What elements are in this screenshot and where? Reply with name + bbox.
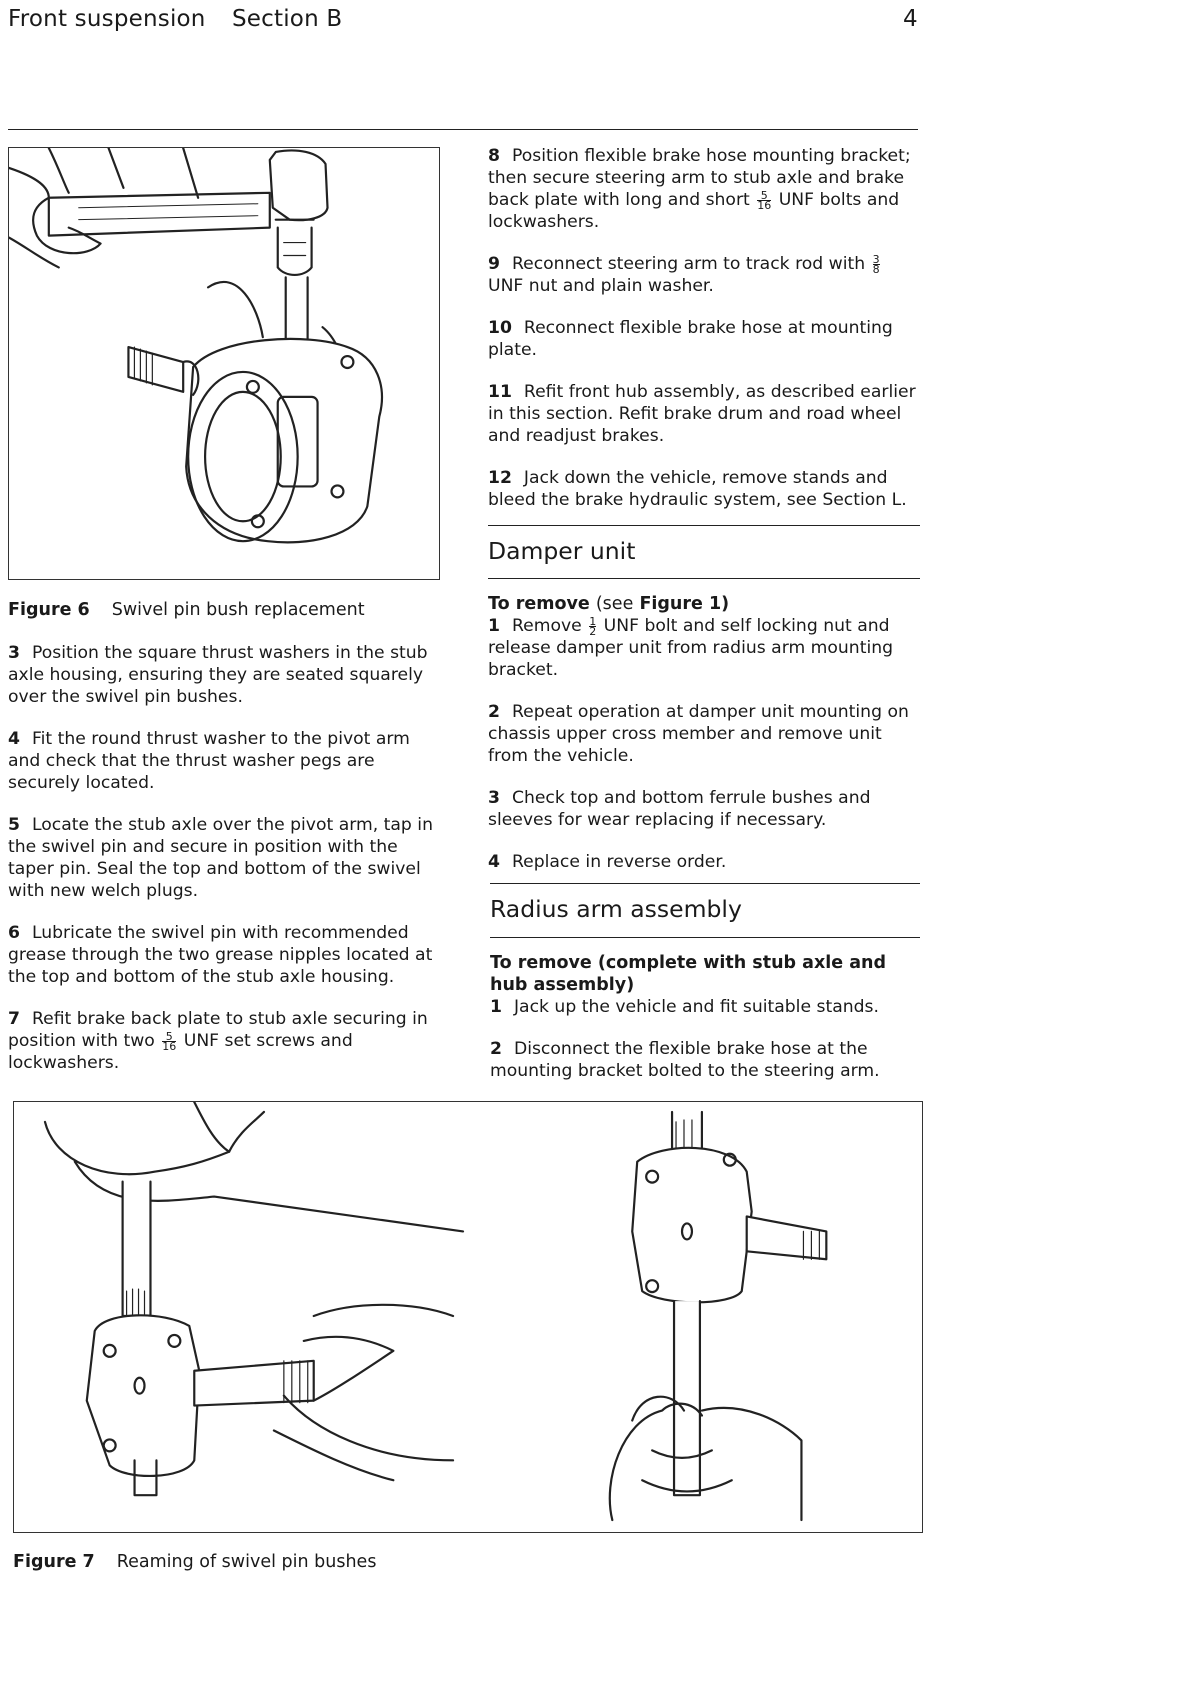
radius-step-2: 2 Disconnect the flexible brake hose at the mounting bracket bolted to the steering arm. [490, 1039, 880, 1081]
figure-7-caption [13, 1552, 376, 1572]
damper-step-3: 3 Check top and bottom ferrule bushes and sleeves for wear replacing if necessary. [488, 788, 871, 830]
damper-step-1: 1 Remove $\frac{1}{2}$ UNF bolt and self locking nut and release damper unit from radius arm mounting bracket. [488, 614, 894, 680]
page-number: 4 [903, 6, 918, 32]
fraction-1-2: $\frac{1}{2}$ [589, 614, 597, 638]
radius-top-rule [490, 883, 920, 884]
radius-step-1: 1 Jack up the vehicle and fit suitable stands. [490, 997, 879, 1017]
damper-subheading: To remove (see Figure 1) [488, 594, 730, 614]
radius-subheading: To remove (complete with stub axle and hub assembly) [490, 953, 886, 995]
step-9-paragraph: 9 Reconnect steering arm to track rod with $\frac{3}{8}$ UNF nut and plain washer. [488, 252, 880, 296]
step-10-paragraph: 10 Reconnect flexible brake hose at mounting plate. [488, 318, 893, 360]
step-11-paragraph: 11 Refit front hub assembly, as described earlier in this section. Refit brake drum and road wheel and readjust brakes. [488, 382, 916, 446]
figure-6-caption [8, 600, 365, 620]
fraction-3-8: $\frac{3}{8}$ [872, 252, 880, 276]
figure-7-caption-text: Reaming of swivel pin bushes [116, 1552, 377, 1572]
fraction-5-16: $\frac{5}{16}$ [757, 188, 772, 212]
swivel-pin-bush-drawing [9, 148, 439, 579]
header-rule [8, 129, 918, 130]
figure-6-label: Figure 6 [8, 600, 90, 620]
radius-section [490, 952, 920, 1082]
damper-unit-heading: Damper unit [488, 537, 636, 565]
damper-top-rule [488, 525, 920, 526]
step-7-paragraph: 7 Refit brake back plate to stub axle securing in position with two $\frac{5}{16}$ UNF set screws and lockwashers. [8, 1009, 428, 1073]
step-3-paragraph: 3 Position the square thrust washers in the stub axle housing, ensuring they are seated squarely over the swivel pin bushes. [8, 643, 428, 707]
damper-section [488, 593, 920, 873]
figure-7-label: Figure 7 [13, 1552, 95, 1572]
figure-7-illustration [13, 1101, 923, 1533]
left-column [8, 642, 443, 1074]
section-title: Section B [232, 6, 343, 32]
damper-bottom-rule [488, 578, 920, 579]
step-4-paragraph: 4 Fit the round thrust washer to the pivot arm and check that the thrust washer pegs are securely located. [8, 729, 410, 793]
radius-bottom-rule [490, 937, 920, 938]
figure-6-illustration [8, 147, 440, 580]
damper-step-4: 4 Replace in reverse order. [488, 852, 727, 872]
reaming-swivel-pin-drawing [14, 1102, 922, 1532]
chapter-title: Front suspension [8, 6, 206, 32]
damper-step-2: 2 Repeat operation at damper unit mounting on chassis upper cross member and remove unit from the vehicle. [488, 702, 909, 766]
fraction-5-16: $\frac{5}{16}$ [162, 1029, 177, 1053]
step-6-paragraph: 6 Lubricate the swivel pin with recommended grease through the two grease nipples located at the top and bottom of the stub axle housing. [8, 923, 433, 987]
step-5-paragraph: 5 Locate the stub axle over the pivot arm, tap in the swivel pin and secure in position with the taper pin. Seal the top and bottom of the swivel with new welch plugs. [8, 815, 433, 901]
right-column-steps [488, 145, 920, 511]
figure-6-caption-text: Swivel pin bush replacement [111, 600, 365, 620]
radius-arm-heading: Radius arm assembly [490, 895, 742, 923]
step-8-paragraph: 8 Position flexible brake hose mounting bracket; then secure steering arm to stub axle and brake back plate with long and short $\frac{5}{16}$ UNF bolts and lockwashers. [488, 146, 911, 232]
step-12-paragraph: 12 Jack down the vehicle, remove stands and bleed the brake hydraulic system, see Section L. [488, 468, 907, 510]
